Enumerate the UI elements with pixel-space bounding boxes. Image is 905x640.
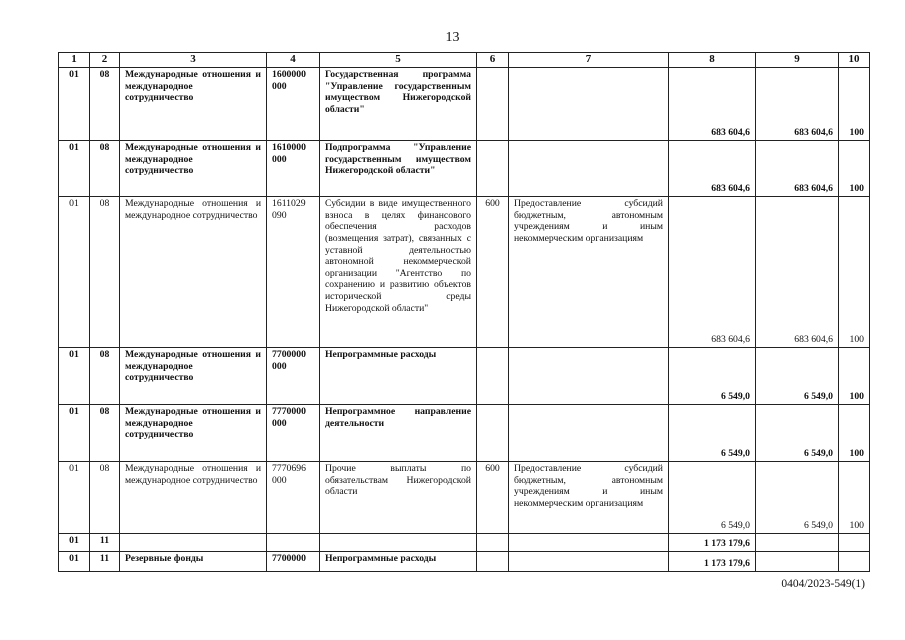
section-name: Международные отношения и международное сотрудничество <box>120 348 267 405</box>
table-row <box>59 534 870 552</box>
column-header: 4 <box>267 53 320 68</box>
target-article-code: 7700000 000 <box>267 348 320 405</box>
header-row <box>59 53 870 68</box>
expense-type-code <box>477 534 509 552</box>
article-name: Прочие выплаты по обязательствам Нижегородской области <box>320 462 477 534</box>
section-code: 01 <box>59 405 90 462</box>
expense-type-code <box>477 348 509 405</box>
table-row <box>59 197 870 348</box>
article-name: Непрограммное направление деятельности <box>320 405 477 462</box>
section-name: Резервные фонды <box>120 552 267 572</box>
execution-percent: 100 <box>839 462 870 534</box>
approved-amount: 1 173 179,6 <box>669 534 756 552</box>
subsection-code: 08 <box>90 405 120 462</box>
section-code: 01 <box>59 462 90 534</box>
expense-type-name <box>509 405 669 462</box>
table-row <box>59 552 870 572</box>
column-header: 7 <box>509 53 669 68</box>
subsection-code: 08 <box>90 141 120 197</box>
subsection-code: 08 <box>90 68 120 141</box>
table-row <box>59 462 870 534</box>
executed-amount: 683 604,6 <box>756 197 839 348</box>
document-reference: 0404/2023-549(1) <box>781 578 865 590</box>
expense-type-name: Предоставление субсидий бюджетным, автономным учреждениям и иным некоммерческим организациям <box>509 462 669 534</box>
section-code: 01 <box>59 552 90 572</box>
execution-percent: 100 <box>839 68 870 141</box>
target-article-code <box>267 534 320 552</box>
approved-amount: 683 604,6 <box>669 68 756 141</box>
column-header: 8 <box>669 53 756 68</box>
expense-type-code <box>477 552 509 572</box>
execution-percent: 100 <box>839 141 870 197</box>
expense-type-name <box>509 348 669 405</box>
expense-type-code: 600 <box>477 197 509 348</box>
table-body <box>59 68 870 572</box>
subsection-code: 08 <box>90 462 120 534</box>
section-code: 01 <box>59 348 90 405</box>
expense-type-code: 600 <box>477 462 509 534</box>
expense-type-code <box>477 405 509 462</box>
section-name: Международные отношения и международное сотрудничество <box>120 68 267 141</box>
target-article-code: 1610000 000 <box>267 141 320 197</box>
column-header: 6 <box>477 53 509 68</box>
executed-amount: 683 604,6 <box>756 141 839 197</box>
section-code: 01 <box>59 141 90 197</box>
expense-type-name <box>509 141 669 197</box>
article-name: Непрограммные расходы <box>320 348 477 405</box>
column-header: 9 <box>756 53 839 68</box>
article-name: Государственная программа "Управление государственным имуществом Нижегородской области" <box>320 68 477 141</box>
table-row <box>59 405 870 462</box>
expense-type-name <box>509 534 669 552</box>
target-article-code: 1600000 000 <box>267 68 320 141</box>
executed-amount <box>756 534 839 552</box>
article-name: Непрограммные расходы <box>320 552 477 572</box>
section-name: Международные отношения и международное сотрудничество <box>120 197 267 348</box>
executed-amount: 6 549,0 <box>756 348 839 405</box>
section-name: Международные отношения и международное сотрудничество <box>120 141 267 197</box>
approved-amount: 6 549,0 <box>669 348 756 405</box>
section-code: 01 <box>59 68 90 141</box>
execution-percent: 100 <box>839 405 870 462</box>
expense-type-name <box>509 552 669 572</box>
execution-percent: 100 <box>839 348 870 405</box>
approved-amount: 683 604,6 <box>669 141 756 197</box>
table-row <box>59 141 870 197</box>
executed-amount: 6 549,0 <box>756 462 839 534</box>
page-number: 13 <box>445 30 460 45</box>
column-header: 3 <box>120 53 267 68</box>
article-name: Субсидии в виде имущественного взноса в целях финансового обеспечения расходов (возмещения затрат), связанных с уставной деятельностью автономной некоммерческой организации "Агентство по сохранению и развитию объектов исторической среды Нижегородской области" <box>320 197 477 348</box>
article-name <box>320 534 477 552</box>
article-name: Подпрограмма "Управление государственным имуществом Нижегородской области" <box>320 141 477 197</box>
column-header: 1 <box>59 53 90 68</box>
target-article-code: 7770696 000 <box>267 462 320 534</box>
target-article-code: 7770000 000 <box>267 405 320 462</box>
subsection-code: 08 <box>90 197 120 348</box>
executed-amount: 683 604,6 <box>756 68 839 141</box>
expense-type-code <box>477 68 509 141</box>
approved-amount: 1 173 179,6 <box>669 552 756 572</box>
table-row <box>59 348 870 405</box>
subsection-code: 11 <box>90 552 120 572</box>
table-row <box>59 68 870 141</box>
budget-table <box>58 52 870 572</box>
execution-percent <box>839 534 870 552</box>
section-code: 01 <box>59 534 90 552</box>
expense-type-name <box>509 68 669 141</box>
column-header: 10 <box>839 53 870 68</box>
subsection-code: 08 <box>90 348 120 405</box>
execution-percent <box>839 552 870 572</box>
executed-amount <box>756 552 839 572</box>
section-code: 01 <box>59 197 90 348</box>
expense-type-name: Предоставление субсидий бюджетным, автономным учреждениям и иным некоммерческим организациям <box>509 197 669 348</box>
approved-amount: 683 604,6 <box>669 197 756 348</box>
section-name: Международные отношения и международное сотрудничество <box>120 462 267 534</box>
target-article-code: 7700000 <box>267 552 320 572</box>
column-header: 2 <box>90 53 120 68</box>
section-name <box>120 534 267 552</box>
approved-amount: 6 549,0 <box>669 462 756 534</box>
column-header: 5 <box>320 53 477 68</box>
executed-amount: 6 549,0 <box>756 405 839 462</box>
approved-amount: 6 549,0 <box>669 405 756 462</box>
execution-percent: 100 <box>839 197 870 348</box>
target-article-code: 1611029 090 <box>267 197 320 348</box>
section-name: Международные отношения и международное сотрудничество <box>120 405 267 462</box>
subsection-code: 11 <box>90 534 120 552</box>
expense-type-code <box>477 141 509 197</box>
